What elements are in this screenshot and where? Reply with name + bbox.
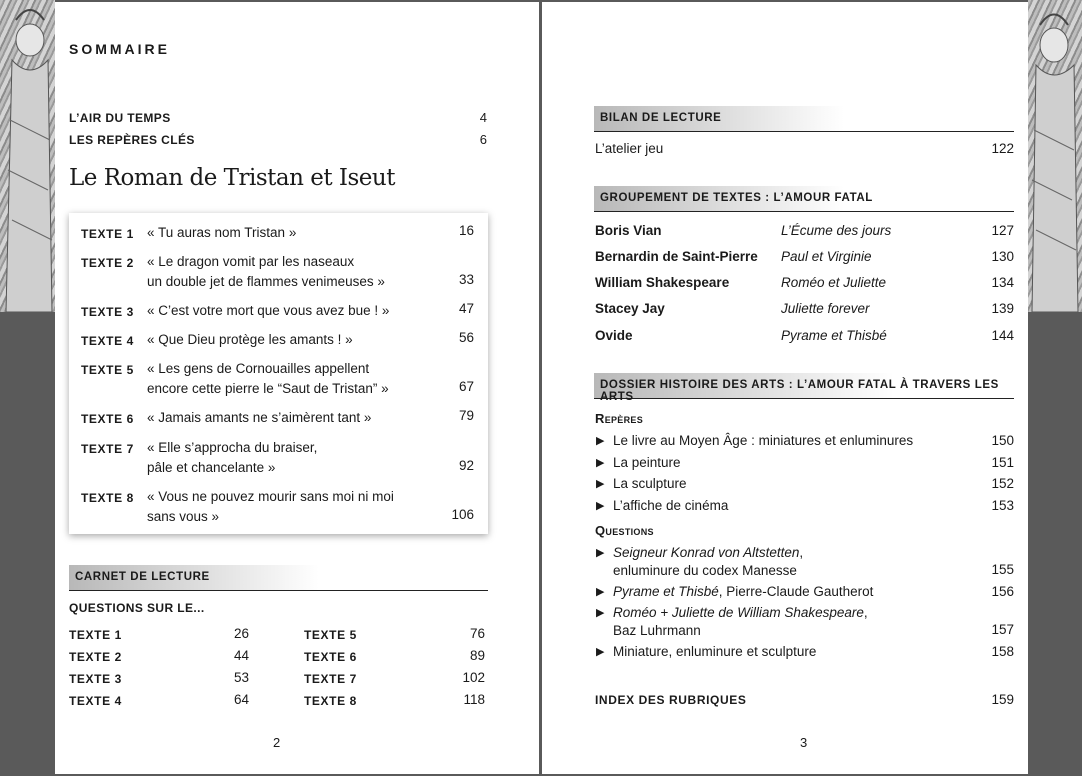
bilan-page: 122 (991, 141, 1014, 156)
sommaire-heading: SOMMAIRE (69, 41, 170, 57)
text-quote: « Tu auras nom Tristan » (147, 225, 297, 240)
triangle-right-icon: ▶ (596, 607, 605, 619)
text-page: 56 (458, 330, 474, 345)
text-page: 106 (451, 507, 474, 522)
questions-subheading: QUESTIONS SUR LE... (69, 601, 205, 615)
text-quote: « Vous ne pouvez mourir sans moi ni moi sans vous » (147, 489, 394, 524)
dossier-heading: DOSSIER HISTOIRE DES ARTS : L’AMOUR FATAL À TRAVERS LES ARTS (600, 379, 999, 403)
question-page: 76 (469, 626, 485, 641)
text-page: 79 (458, 408, 474, 423)
reperes-subheading: Repères (595, 411, 644, 426)
question-page: 44 (233, 648, 249, 663)
question-page: 155 (991, 562, 1014, 577)
question-page: 102 (462, 670, 485, 685)
front-item-label: L’AIR DU TEMPS (69, 111, 171, 125)
triangle-right-icon: ▶ (596, 478, 605, 490)
question-page: 64 (233, 692, 249, 707)
author: Stacey Jay (595, 301, 665, 316)
bilan-section-header (594, 106, 1014, 132)
question-label: TEXTE 4 (69, 694, 122, 708)
question-page: 89 (469, 648, 485, 663)
repere-page: 153 (991, 498, 1014, 513)
triangle-right-icon: ▶ (596, 547, 605, 559)
question-label: TEXTE 3 (69, 672, 122, 686)
work-page: 139 (991, 301, 1014, 316)
right-page (542, 2, 1028, 774)
question-page: 118 (463, 692, 485, 707)
repere-page: 150 (991, 433, 1014, 448)
author: William Shakespeare (595, 275, 730, 290)
question-page: 157 (991, 622, 1014, 637)
work-title: Roméo et Juliette (781, 275, 887, 290)
bilan-heading: BILAN DE LECTURE (600, 112, 722, 124)
author: Bernardin de Saint-Pierre (595, 249, 758, 264)
text-label: TEXTE 4 (81, 334, 134, 348)
question-page: 26 (233, 626, 249, 641)
groupement-heading: GROUPEMENT DE TEXTES : L’AMOUR FATAL (600, 192, 873, 204)
question-page: 53 (233, 670, 249, 685)
text-label: TEXTE 2 (81, 256, 134, 270)
author: Boris Vian (595, 223, 662, 238)
triangle-right-icon: ▶ (596, 646, 605, 658)
texts-list-box (69, 213, 488, 534)
triangle-right-icon: ▶ (596, 586, 605, 598)
question-item: Miniature, enluminure et sculpture (613, 644, 817, 659)
text-quote: « Elle s’approcha du braiser, pâle et chancelante » (147, 440, 318, 475)
question-item: Seigneur Konrad von Altstetten, enluminure du codex Manesse (613, 545, 804, 578)
question-label: TEXTE 1 (69, 628, 122, 642)
repere-page: 151 (991, 455, 1014, 470)
engraving-illustration-right (1028, 0, 1082, 312)
work-title: Pyrame et Thisbé (781, 328, 887, 343)
text-quote: « Le dragon vomit par les naseaux un double jet de flammes venimeuses » (147, 254, 385, 289)
repere-item: La peinture (613, 455, 681, 470)
repere-item: L’affiche de cinéma (613, 498, 729, 513)
work-page: 144 (991, 328, 1014, 343)
repere-item: La sculpture (613, 476, 687, 491)
question-label: TEXTE 2 (69, 650, 122, 664)
text-label: TEXTE 7 (81, 442, 134, 456)
text-quote: « C’est votre mort que vous avez bue ! » (147, 303, 390, 318)
work-page: 130 (991, 249, 1014, 264)
text-label: TEXTE 3 (81, 305, 134, 319)
text-quote: « Que Dieu protège les amants ! » (147, 332, 353, 347)
work-title: Juliette forever (781, 301, 870, 316)
text-page: 47 (458, 301, 474, 316)
work-page: 134 (991, 275, 1014, 290)
repere-page: 152 (991, 476, 1014, 491)
text-label: TEXTE 5 (81, 363, 134, 377)
work-title: L’Écume des jours (781, 223, 892, 238)
text-quote: « Les gens de Cornouailles appellent encore cette pierre le “Saut de Tristan” » (147, 361, 389, 396)
text-label: TEXTE 1 (81, 227, 134, 241)
question-item: Pyrame et Thisbé, Pierre-Claude Gautherot (613, 584, 874, 599)
page-number: 2 (273, 735, 281, 750)
front-item-page: 4 (479, 110, 487, 125)
triangle-right-icon: ▶ (596, 435, 605, 447)
carnet-heading: CARNET DE LECTURE (75, 571, 210, 583)
text-page: 67 (458, 379, 474, 394)
book-title: Le Roman de Tristan et Iseut (69, 165, 395, 191)
text-page: 16 (458, 223, 474, 238)
text-label: TEXTE 6 (81, 412, 134, 426)
repere-item: Le livre au Moyen Âge : miniatures et enluminures (613, 433, 914, 448)
front-item-label: LES REPÈRES CLÉS (69, 133, 195, 147)
groupement-section-header (594, 186, 1014, 212)
left-page (55, 2, 539, 774)
question-page: 158 (991, 644, 1014, 659)
front-item-page: 6 (479, 132, 487, 147)
question-page: 156 (991, 584, 1014, 599)
page-number: 3 (800, 735, 808, 750)
questions-subheading: Questions (595, 523, 654, 538)
work-page: 127 (991, 223, 1014, 238)
text-label: TEXTE 8 (81, 491, 134, 505)
question-label: TEXTE 7 (304, 672, 357, 686)
text-quote: « Jamais amants ne s’aimèrent tant » (147, 410, 372, 425)
triangle-right-icon: ▶ (596, 457, 605, 469)
carnet-section-header (69, 565, 488, 591)
bilan-item: L’atelier jeu (595, 141, 664, 156)
dossier-section-header (594, 373, 1014, 403)
question-label: TEXTE 5 (304, 628, 357, 642)
question-item: Roméo + Juliette de William Shakespeare, Baz Luhrmann (613, 605, 868, 638)
text-page: 92 (458, 458, 474, 473)
index-page: 159 (991, 692, 1014, 707)
engraving-illustration-left (0, 0, 55, 312)
question-label: TEXTE 6 (304, 650, 357, 664)
work-title: Paul et Virginie (781, 249, 872, 264)
index-label: INDEX DES RUBRIQUES (595, 693, 747, 707)
question-label: TEXTE 8 (304, 694, 357, 708)
author: Ovide (595, 328, 633, 343)
triangle-right-icon: ▶ (596, 500, 605, 512)
text-page: 33 (458, 272, 474, 287)
